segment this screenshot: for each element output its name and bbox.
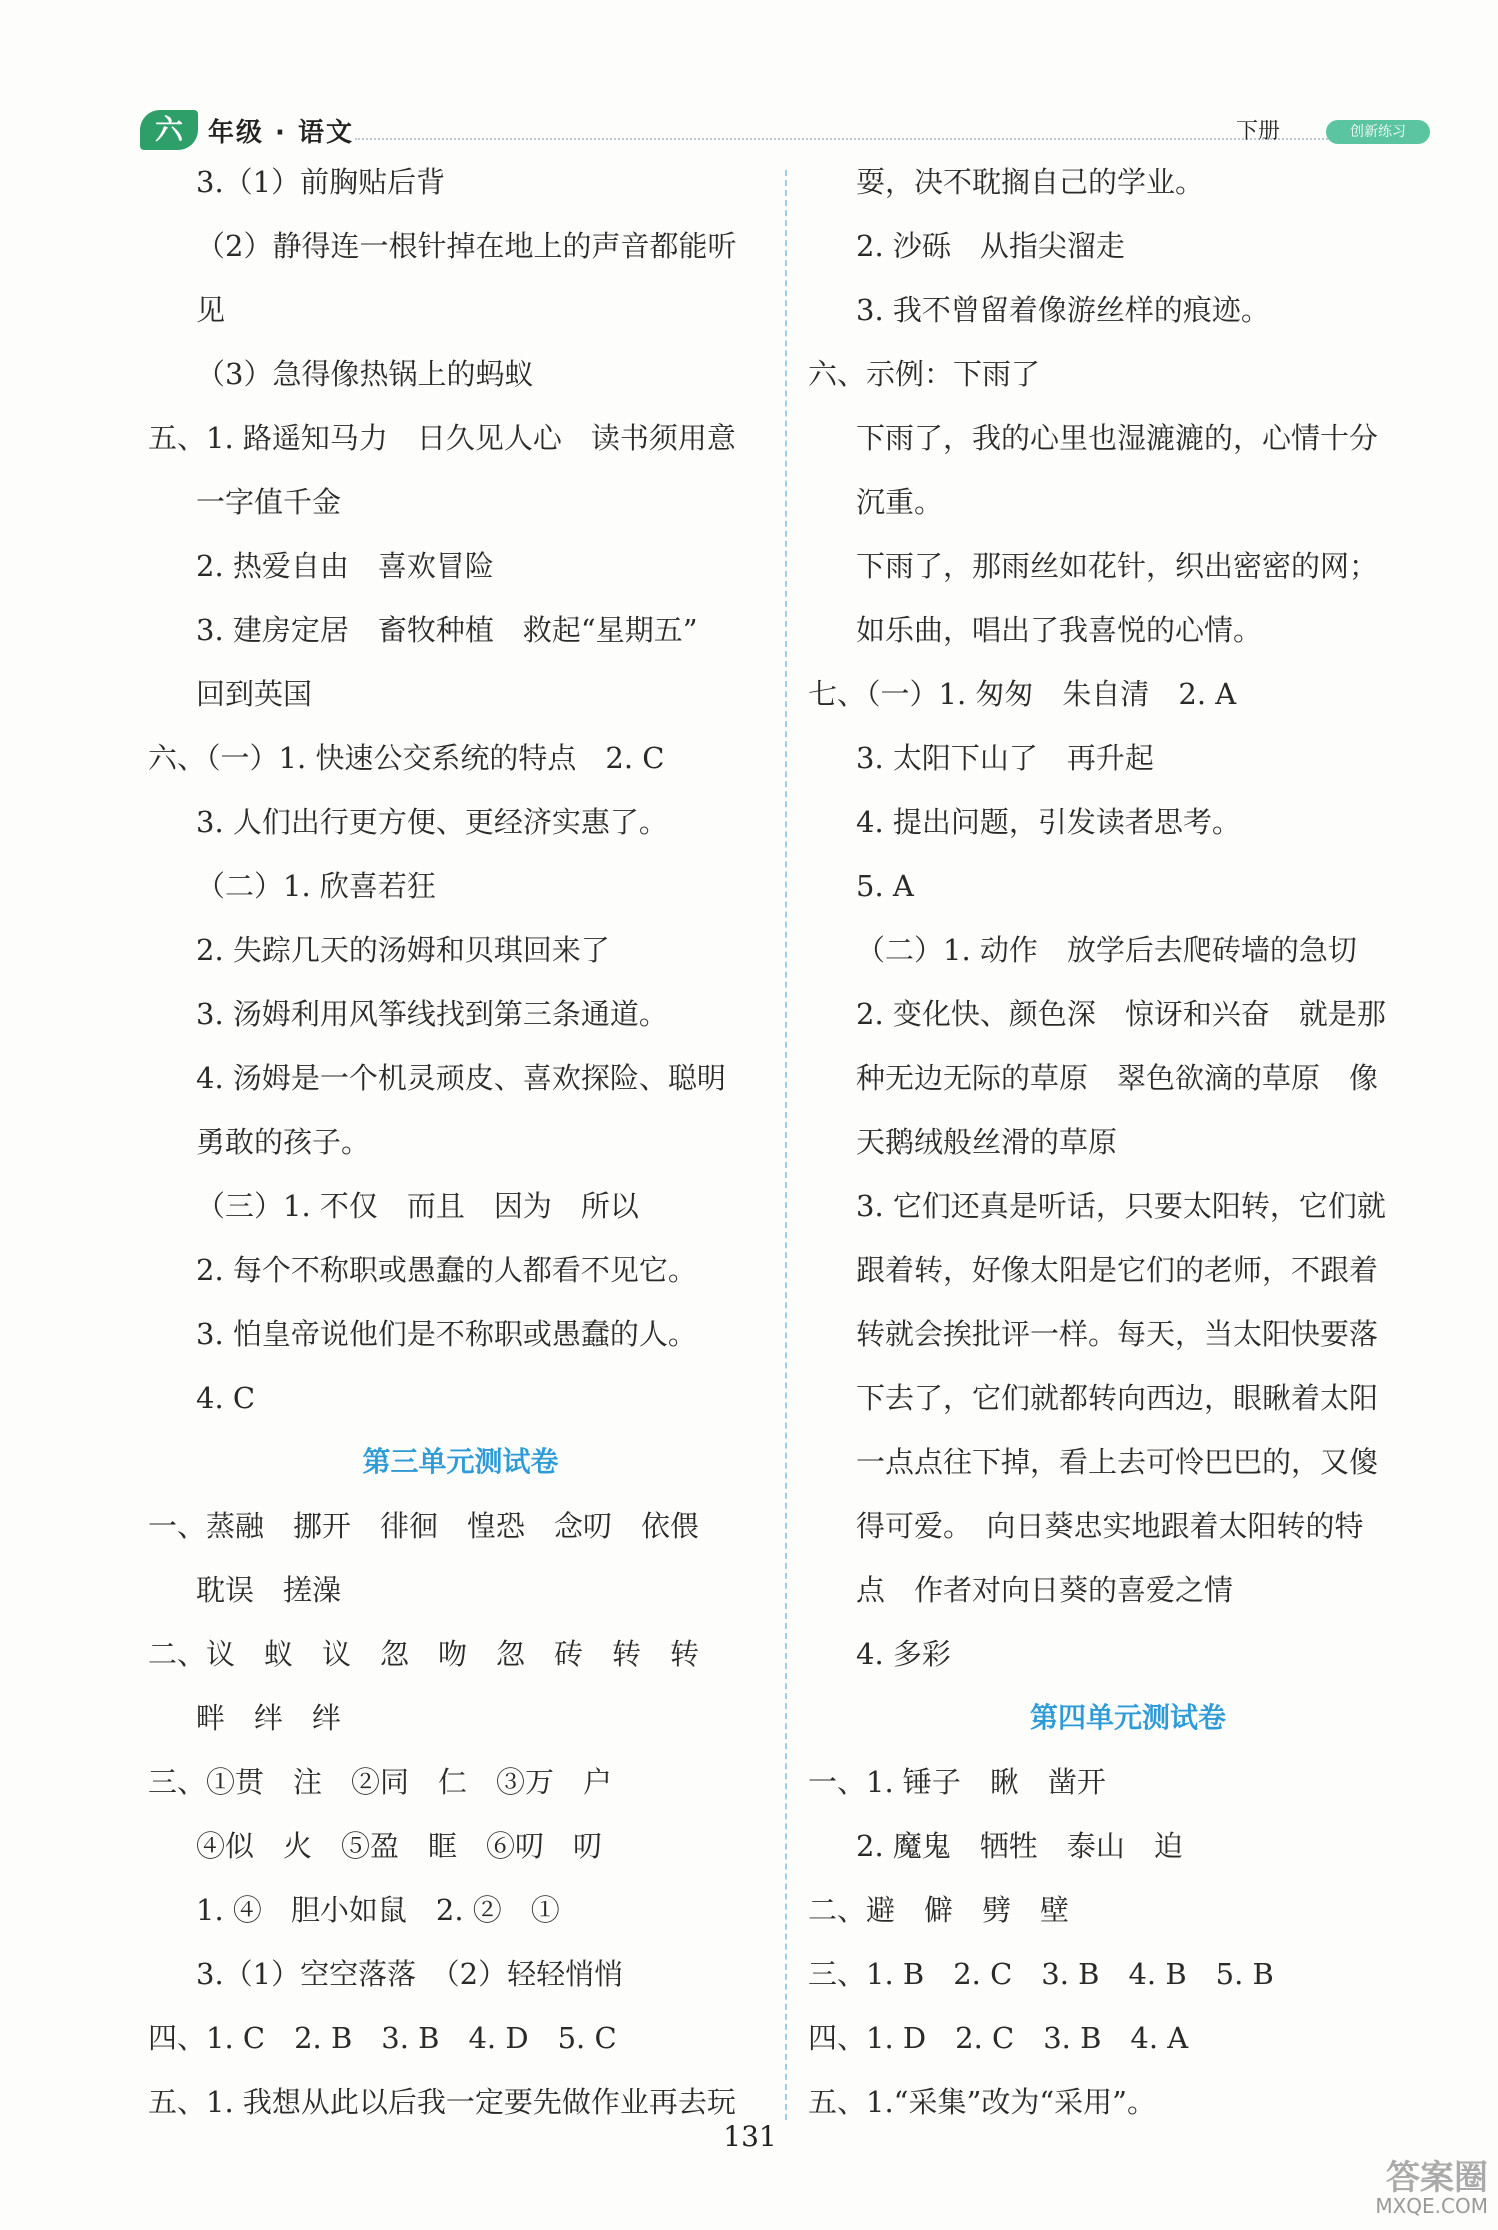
answer-line: 3.（1）前胸贴后背 <box>196 165 446 199</box>
answer-line: 三、1. B 2. C 3. B 4. B 5. B <box>808 1957 1274 1991</box>
answer-line: 沉重。 <box>856 485 944 519</box>
answer-line: 4. 提出问题，引发读者思考。 <box>856 805 1241 839</box>
answer-line: 耍，决不耽搁自己的学业。 <box>856 165 1205 199</box>
answer-line: 六、（一）1. 快速公交系统的特点 2. C <box>148 741 665 775</box>
answer-line: 2. 每个不称职或愚蠢的人都看不见它。 <box>196 1253 697 1287</box>
answer-line: （三）1. 不仅 而且 因为 所以 <box>196 1189 639 1223</box>
answer-line: （二）1. 动作 放学后去爬砖墙的急切 <box>856 933 1357 967</box>
answer-line: 3. 它们还真是听话，只要太阳转，它们就 <box>856 1189 1386 1223</box>
watermark-url: MXQE.COM <box>1375 2194 1488 2218</box>
answer-line: 一字值千金 <box>196 485 342 519</box>
page-number: 131 <box>723 2120 777 2153</box>
answer-line: 见 <box>196 293 226 327</box>
header-volume: 下册 <box>1235 119 1280 144</box>
answer-line: 种无边无际的草原 翠色欲滴的草原 像 <box>856 1061 1379 1095</box>
answer-line: 五、1.“采集”改为“采用”。 <box>808 2085 1156 2119</box>
answer-line: 转就会挨批评一样。每天，当太阳快要落 <box>856 1317 1379 1351</box>
answer-line: 一、蒸融 挪开 徘徊 惶恐 念叨 依偎 <box>148 1509 700 1543</box>
answer-line: 下去了，它们就都转向西边，眼瞅着太阳 <box>856 1381 1379 1415</box>
answer-line: ④似 火 ⑤盈 眶 ⑥叨 叨 <box>196 1829 603 1863</box>
answer-line: 点 作者对向日葵的喜爱之情 <box>856 1573 1234 1607</box>
header-title: 年级 · 语文 <box>208 118 354 148</box>
answer-line: 3. 我不曾留着像游丝样的痕迹。 <box>856 293 1270 327</box>
answer-line: 3. 人们出行更方便、更经济实惠了。 <box>196 805 668 839</box>
answer-line: （3）急得像热锅上的蚂蚁 <box>196 357 534 391</box>
answer-line: 2. 沙砾 从指尖溜走 <box>856 229 1125 263</box>
watermark <box>1288 2158 1488 2220</box>
header-rule <box>355 138 1355 140</box>
answer-line: 勇敢的孩子。 <box>196 1125 371 1159</box>
header-tag: 创新练习 <box>1326 120 1430 144</box>
answer-line: 3.（1）空空落落 （2）轻轻悄悄 <box>196 1957 624 1991</box>
answer-line: 畔 绊 绊 <box>196 1701 342 1735</box>
answer-line: 4. C <box>196 1381 256 1415</box>
answer-line: 六、示例：下雨了 <box>808 357 1041 391</box>
answer-line: 5. A <box>856 869 914 903</box>
answer-line: 耽误 搓澡 <box>196 1573 342 1607</box>
answer-line: 三、①贯 注 ②同 仁 ③万 户 <box>148 1765 613 1799</box>
answer-line: 四、1. C 2. B 3. B 4. D 5. C <box>148 2021 617 2055</box>
left-column <box>148 150 773 2134</box>
answer-line: 4. 汤姆是一个机灵顽皮、喜欢探险、聪明 <box>196 1061 726 1095</box>
watermark-logo: 答案圈 <box>1386 2158 1488 2198</box>
answer-line: 天鹅绒般丝滑的草原 <box>856 1125 1118 1159</box>
answer-line: 4. 多彩 <box>856 1637 951 1671</box>
answer-line: 五、1. 我想从此以后我一定要先做作业再去玩 <box>148 2085 736 2119</box>
column-divider <box>785 170 787 2120</box>
answer-line: 2. 变化快、颜色深 惊讶和兴奋 就是那 <box>856 997 1386 1031</box>
answer-line: 1. ④ 胆小如鼠 2. ② ① <box>196 1893 560 1927</box>
answer-line: 下雨了，那雨丝如花针，织出密密的网； <box>856 549 1379 583</box>
answer-line: 七、（一）1. 匆匆 朱自清 2. A <box>808 677 1237 711</box>
section-heading: 第四单元测试卷 <box>1029 1701 1226 1734</box>
answer-line: 回到英国 <box>196 677 313 711</box>
answer-line: 跟着转，好像太阳是它们的老师，不跟着 <box>856 1253 1379 1287</box>
answer-line: 一、1. 锤子 瞅 凿开 <box>808 1765 1106 1799</box>
section-heading: 第三单元测试卷 <box>362 1445 559 1478</box>
answer-line: 二、议 蚁 议 忽 吻 忽 砖 转 转 <box>148 1637 700 1671</box>
answer-line: （2）静得连一根针掉在地上的声音都能听 <box>196 229 737 263</box>
answer-line: （二）1. 欣喜若狂 <box>196 869 436 903</box>
answer-line: 2. 热爱自由 喜欢冒险 <box>196 549 494 583</box>
right-column <box>808 150 1448 2134</box>
answer-line: 下雨了，我的心里也湿漉漉的，心情十分 <box>856 421 1379 455</box>
answer-line: 如乐曲，唱出了我喜悦的心情。 <box>856 613 1263 647</box>
answer-line: 3. 怕皇帝说他们是不称职或愚蠢的人。 <box>196 1317 697 1351</box>
answer-line: 3. 建房定居 畜牧种植 救起“星期五” <box>196 613 698 647</box>
answer-line: 3. 太阳下山了 再升起 <box>856 741 1154 775</box>
answer-line: 五、1. 路遥知马力 日久见人心 读书须用意 <box>148 421 736 455</box>
grade-badge: 六 <box>140 110 198 150</box>
answer-line: 得可爱。 向日葵忠实地跟着太阳转的特 <box>856 1509 1364 1543</box>
answer-line: 四、1. D 2. C 3. B 4. A <box>808 2021 1189 2055</box>
page-header <box>140 110 1430 150</box>
answer-line: 2. 失踪几天的汤姆和贝琪回来了 <box>196 933 610 967</box>
answer-line: 一点点往下掉，看上去可怜巴巴的，又傻 <box>856 1445 1379 1479</box>
answer-line: 二、避 僻 劈 壁 <box>808 1893 1070 1927</box>
answer-line: 2. 魔鬼 牺牲 泰山 迫 <box>856 1829 1183 1863</box>
answer-line: 3. 汤姆利用风筝线找到第三条通道。 <box>196 997 668 1031</box>
